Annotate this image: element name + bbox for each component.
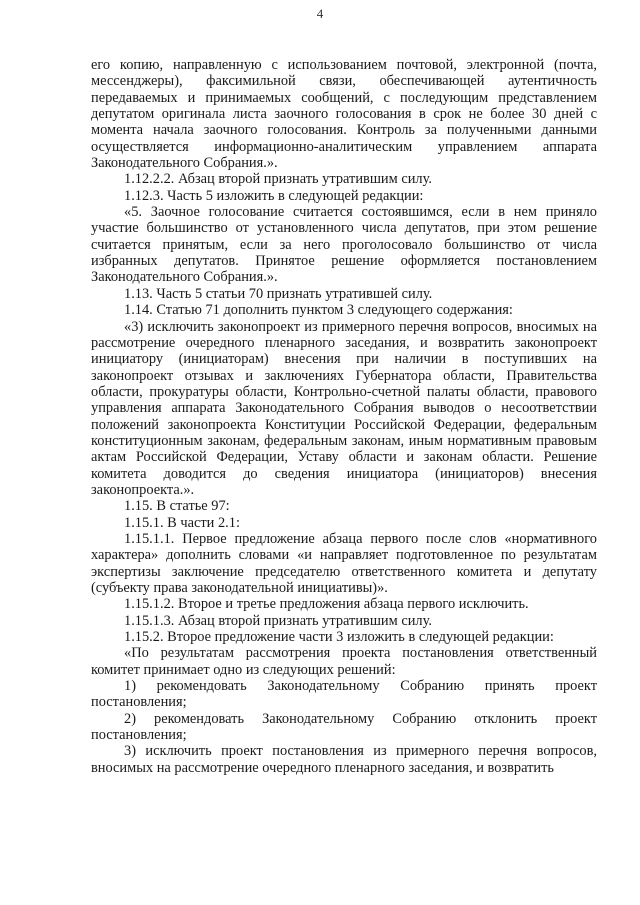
paragraph: 1.15. В статье 97:	[124, 498, 230, 515]
paragraph: 1.15.2. Второе предложение части 3 изложить в следующей редакции:	[124, 629, 554, 646]
paragraph: 2) рекомендовать Законодательному Собранию отклонить проект постановления;	[91, 710, 597, 744]
paragraph: 1.14. Статью 71 дополнить пунктом 3 следующего содержания:	[124, 302, 513, 319]
paragraph: 1.15.1.2. Второе и третье предложения абзаца первого исключить.	[124, 596, 529, 613]
paragraph: 3) исключить проект постановления из примерного перечня вопросов, вносимых на рассмотрение очередного пленарного заседания, и возвратить	[91, 743, 597, 776]
paragraph: 1.12.3. Часть 5 изложить в следующей редакции:	[124, 187, 424, 204]
paragraph: 1.12.2.2. Абзац второй признать утратившим силу.	[124, 171, 432, 188]
paragraph: 1.13. Часть 5 статьи 70 признать утратившей силу.	[124, 285, 433, 302]
paragraph: «5. Заочное голосование считается состоявшимся, если в нем приняло участие большинство от установленного числа депутатов, при этом решение считается принятым, если за него проголосовало большинство от числа избранных депутатов. Принятое решение оформляется постановлением Законодательного Собрания.».	[91, 204, 597, 286]
paragraph: 1.15.1.1. Первое предложение абзаца первого после слов «нормативного характера» дополнить словами «и направляет подготовленное по результатам экспертизы заключение председателю ответственного комитета и депутату (субъекту права законодательной инициативы)».	[91, 530, 597, 596]
document-body	[91, 57, 597, 776]
paragraph: 1) рекомендовать Законодательному Собранию принять проект постановления;	[91, 678, 597, 711]
paragraph: «3) исключить законопроект из примерного перечня вопросов, вносимых на рассмотрение очередного пленарного заседания, и возвратить законопроект инициатору (инициаторам) внесения при наличии в поступивших на законопроект отзывах и заключениях Губернатора области, Правительства области, прокуратуры области, Контрольно-счетной палаты области, правового управления аппарата Законодательного Собрания выводов о несоответствии положений законопроекта Конституции Российской Федерации, федеральным конституционным законам, федеральным законам, иным нормативным правовым актам Российской Федерации, Уставу области и законам области. Решение комитета доводится до сведения инициатора (инициаторов) внесения законопроекта.».	[91, 318, 597, 498]
paragraph: «По результатам рассмотрения проекта постановления ответственный комитет принимает одно из следующих решений:	[91, 645, 597, 678]
paragraph: его копию, направленную с использованием почтовой, электронной (почта, мессенджеры), факсимильной связи, обеспечивающей аутентичность передаваемых и принимаемых сообщений, с последующим представлением депутатом оригинала листа заочного голосования в срок не более 30 дней с момента начала заочного голосования. Контроль за полученными данными осуществляется информационно-аналитическим управлением аппарата Законодательного Собрания.».	[91, 57, 597, 172]
paragraph: 1.15.1.3. Абзац второй признать утратившим силу.	[124, 612, 432, 629]
paragraph: 1.15.1. В части 2.1:	[124, 514, 240, 531]
page-number: 4	[316, 6, 324, 21]
